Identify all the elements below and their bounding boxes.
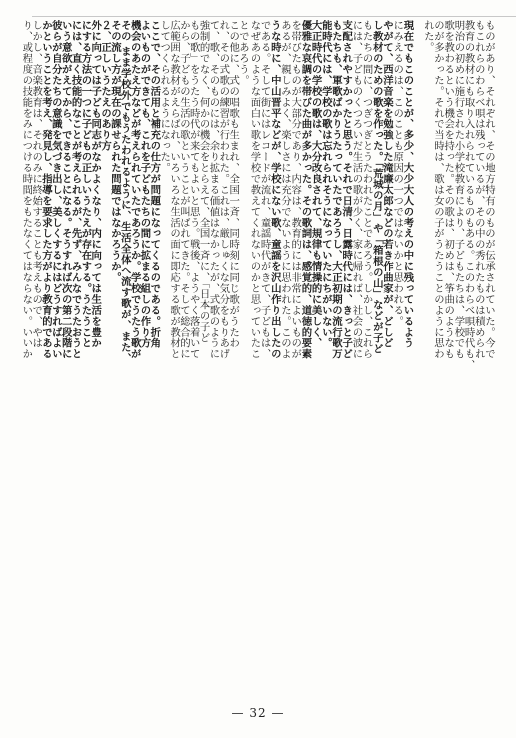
text-column: 歌を教わるという機会を持った。その歌は、初めは、筝曲のようなも xyxy=(442,20,455,360)
text-column: うな時に、中山晋平などが、学校にない歌、童謡を沢山作り出したの xyxy=(268,20,281,360)
text-column: 外に向っては子ども同志がなかよくなり、内に向っては生活を豊か xyxy=(89,20,102,349)
text-column: あるが、親しみよく、楽しさには充分でないように思われた。このよ xyxy=(279,20,291,360)
text-column: にする方法の一つに子どもの正しいうたえが存在する。うたうこと xyxy=(79,20,92,349)
text-column: 強制的でなく、何かの機会をとらえて、全国一斉に、「日本の子ど xyxy=(197,20,210,344)
text-column: もたちも、軍歌ばかりうたっていたであろうし、大正初期の流行歌万 xyxy=(330,20,342,360)
text-column: かということを考え、発見し、指導を要求した方がより教育的である xyxy=(40,20,52,360)
text-column: いう意欲がえてから、できることになる。そうすれば次の第二段階に xyxy=(59,20,72,360)
text-column: やがて、西洋音楽を勉強した滝廉太郎などの若き作曲家が、どしど xyxy=(381,20,393,349)
text-column: この他に、式の唱歌も生まれ、全国一斉、同時刻に同じ歌がうたわ xyxy=(227,20,240,349)
text-column: し教材のための歌を作った。「荒城の月」や「箱根の山」などが子ど xyxy=(370,20,383,355)
text-column: ここで、その活用と補充の仕方が問題になってくるのである。折角 xyxy=(148,20,161,349)
text-column: れた。 xyxy=(421,20,434,53)
text-column: 現在でもこのことが、多少、大少大人の考えの中に残っているよう xyxy=(401,20,414,349)
text-column: 教育の教材にも取り入れられているものもある。このわらべ唄時代も、 xyxy=(462,20,475,371)
text-column: その流し方が現在の課せられた問題ではなかろうか。 xyxy=(108,20,121,283)
text-column: 明治の初めに施行された小学校教育により、子どもたちは、学校でも xyxy=(452,20,465,360)
text-column: り、或程度の技能をみにつける時間をもたなくてはならない。いいか xyxy=(20,20,33,360)
top-edge-rule xyxy=(32,16,516,17)
text-column: よいものができても、これを子どもたちの間に拡まる組しの作り方 xyxy=(138,20,151,349)
text-column: にみえるのは、このことも原因の一つではないかと思われる。 xyxy=(391,20,404,327)
text-column: である。そして街にはレコードが流れ、童謡時代がきて、子どもは、 xyxy=(258,20,271,360)
text-column: から、子どもの生活の歌ということが叫ばれてきた。そして総合的に xyxy=(177,20,190,360)
text-column: してつくられるようになった。 xyxy=(158,20,171,174)
text-column: なぜあのような面白い歌を学校で教えてくれないのかと思っていたこ xyxy=(248,20,261,360)
text-column: もこれらのわらべ唄は残っているが、その中の秀れたものは積められ xyxy=(472,20,485,360)
text-column: 機会のあたえ方などが考えられていたであろうか。学校でうたう歌が xyxy=(128,20,141,360)
text-column: 広範囲な教材がえらばれ、いろいろな生活の面に即応する歌が教材と xyxy=(168,20,181,360)
text-column: には、直く技能的なことが考えられるが、先ず、みんなでうたおうと xyxy=(69,20,82,360)
text-column: て、歌、そのものには、余り拡まる価値はなかったが、式歌のように xyxy=(207,20,220,360)
text-column: を帯びたものが大部分であり、内容は、教育的には非常によいものが xyxy=(289,20,302,360)
text-column: しかし、音楽教育は、それのみに終始することも考えもので、やは xyxy=(30,20,43,349)
text-column: ものがあり、それぞれ、その地方特有のものが伝承されていた。今で xyxy=(483,20,495,360)
text-column: 優雅な哀調を帯びた曲が多かった。その歌詞は、感覚的、道徳的要素 xyxy=(299,20,312,360)
text-column: 支配されやすかったと思う。それで日清、日露時代には、きっと子ど xyxy=(340,20,353,360)
text-column: れ、その式歌の練習が行われた。これは、厳しゅくな気分をもりあげ xyxy=(217,20,230,360)
text-column: 能時代には、学校の歌は忘れられそうになっていたにちがいない。 xyxy=(319,20,332,349)
text-column: 彼らが自分たちの意識を気づき出し、美しくするにはどうすればよい xyxy=(49,20,62,360)
page-number: — 32 — xyxy=(231,706,285,720)
section-heading: ２、正しいうたえのあり方 xyxy=(99,20,112,152)
text-column: もの歌」をうたう時代が来てもよいと思う。戦後、ようやく落着いて xyxy=(187,20,200,360)
text-column: には、子どものくつろいだ生活の歌が少く、家に帰れば、社会の波に xyxy=(350,20,363,360)
text-column: のが多かった。それで当時は、歌は女の子がうたうことのように思わ xyxy=(432,20,444,360)
text-column: その まま学校外でもうたわれるように、生活全体へ流す歌が、また、 xyxy=(118,20,131,364)
text-column: とであろう。 xyxy=(237,20,249,86)
text-column: もたちの間に、つぎつぎとうたわれたことであろう。しかし、これら xyxy=(360,20,373,360)
text-column: 大正時代の学校の歌は、大分改良されて、規律も情操的に美しく、 xyxy=(309,20,322,349)
